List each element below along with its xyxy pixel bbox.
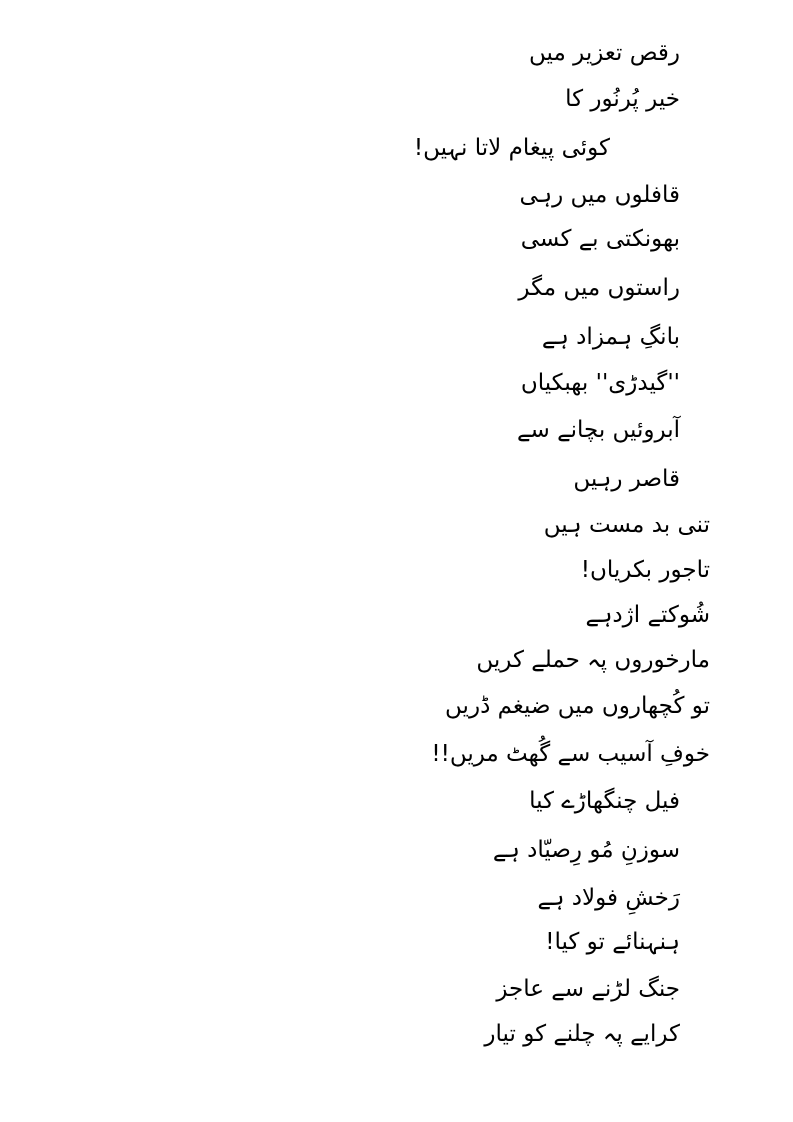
poem-line: بانگِ ہمزاد ہے [541, 324, 680, 350]
poem-line: تاجور بکریاں! [580, 557, 710, 583]
poem-line: کوئی پیغام لاتا نہیں! [413, 135, 610, 161]
poem-line: مارخوروں پہ حملے کریں [476, 647, 710, 673]
poem-line: قاصر رہیں [573, 466, 680, 492]
poem-line: تو کُچھاروں میں ضیغم ڈریں [445, 693, 710, 719]
poem-line: سوزنِ مُو رِصیّاد ہے [492, 837, 680, 863]
poem-line: رقص تعزیر میں [529, 40, 680, 66]
poem-line: رَخشِ فولاد ہے [537, 885, 680, 911]
poem-line: کرایے پہ چلنے کو تیار [484, 1021, 680, 1047]
poem-line: بھونکتی بے کسی [520, 226, 680, 252]
poem-line: خوفِ آسیب سے گُھٹ مریں!! [431, 741, 710, 767]
poem-line: فیل چنگھاڑے کیا [529, 788, 680, 814]
poem-line: شُوکتے اژدہے [585, 602, 710, 628]
poem-line: تنی بد مست ہیں [543, 512, 710, 538]
poem-line: جنگ لڑنے سے عاجز [496, 976, 680, 1002]
poem-line: قافلوں میں رہی [519, 182, 680, 208]
poem-line: راستوں میں مگر [518, 275, 680, 301]
poem-line: ''گیدڑی'' بھبکیاں [520, 370, 680, 396]
poem-line: ہنہنائے تو کیا! [545, 929, 680, 955]
poem-line: آبروئیں بچانے سے [517, 417, 680, 443]
poem-line: خیر پُرنُور کا [565, 86, 680, 112]
